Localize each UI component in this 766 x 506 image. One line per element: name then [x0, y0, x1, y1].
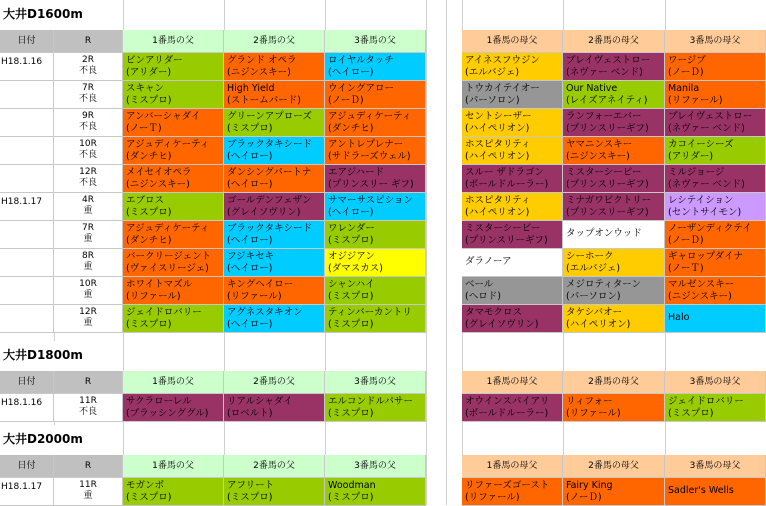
dam-sire-cell[interactable]	[563, 53, 665, 81]
race-number: 10R	[79, 139, 97, 149]
lineage-name: (リファール)	[465, 492, 520, 503]
grid-line	[446, 0, 447, 505]
horse-name: ジェイドロバリー	[668, 396, 744, 407]
race-number: 4R	[82, 195, 94, 205]
race-cell[interactable]	[54, 109, 123, 137]
sire-cell[interactable]	[325, 249, 426, 277]
lineage-name: (ハイペリオン)	[566, 319, 631, 330]
sire-cell[interactable]	[325, 53, 426, 81]
lineage-name: (リファール)	[227, 291, 282, 302]
header-sire: 3番馬の父	[325, 30, 426, 53]
dam-sire-cell[interactable]	[462, 249, 563, 277]
dam-sire-cell[interactable]	[665, 165, 766, 193]
dam-sire-cell[interactable]	[665, 249, 766, 277]
sire-cell[interactable]	[325, 305, 426, 333]
race-number: 10R	[79, 279, 97, 289]
section-title: 大井D2000m	[0, 425, 123, 455]
lineage-name: (グレイソヴリン)	[465, 319, 539, 330]
sire-cell[interactable]	[325, 478, 426, 506]
header-dam-sire: 1番馬の母父	[462, 371, 563, 394]
horse-name: ジェイドロバリー	[126, 307, 202, 318]
header-sire: 2番馬の父	[224, 30, 325, 53]
header-dam-sire: 2番馬の母父	[563, 455, 665, 478]
header-sire: 2番馬の父	[224, 371, 325, 394]
track-condition: 不良	[78, 407, 97, 417]
date-cell[interactable]	[0, 109, 54, 137]
header-race: R	[54, 371, 123, 394]
lineage-name: (パーソロン)	[566, 291, 621, 302]
horse-name: トウカイテイオー	[465, 83, 540, 94]
lineage-name: (ボールドルーラー)	[465, 179, 549, 190]
sire-cell[interactable]	[325, 81, 426, 109]
sire-cell[interactable]	[123, 109, 224, 137]
date-cell[interactable]: H18.1.17	[0, 193, 54, 221]
lineage-name: (グレイソヴリン)	[227, 207, 301, 218]
dam-sire-cell[interactable]	[462, 478, 563, 506]
lineage-name: (ダンチヒ)	[126, 151, 172, 162]
dam-sire-cell[interactable]	[563, 137, 665, 165]
horse-name: アジュディケーティ	[126, 223, 210, 234]
header-dam-sire: 1番馬の母父	[462, 455, 563, 478]
track-condition: 不良	[78, 122, 97, 132]
lineage-name: (プリンスリーギフ)	[566, 207, 649, 218]
lineage-name: (ミスプロ)	[126, 95, 172, 106]
horse-name: ギャロップダイナ	[668, 251, 743, 262]
lineage-name: (ミスプロ)	[126, 319, 172, 330]
track-condition: 重	[83, 290, 93, 300]
horse-name: ランフォーエバー	[566, 111, 642, 122]
lineage-name: (ノーＤ)	[566, 492, 602, 503]
lineage-name: (プリンスリーギフ)	[566, 179, 649, 190]
header-sire: 1番馬の父	[123, 30, 224, 53]
race-cell[interactable]	[54, 193, 123, 221]
lineage-name: (ミスプロ)	[227, 492, 273, 503]
sire-cell[interactable]	[325, 394, 426, 422]
dam-sire-cell[interactable]	[462, 305, 563, 333]
sire-cell[interactable]	[224, 305, 325, 333]
horse-name: カコイーシーズ	[668, 139, 734, 150]
horse-name: ブラックタキシード	[227, 223, 313, 234]
lineage-name: (ミスプロ)	[328, 319, 374, 330]
sire-cell[interactable]	[224, 165, 325, 193]
dam-sire-cell[interactable]	[665, 478, 766, 506]
lineage-name: (ハイペリオン)	[465, 207, 530, 218]
dam-sire-cell[interactable]	[665, 193, 766, 221]
horse-name: ホスピタリティ	[465, 195, 531, 206]
race-number: 7R	[82, 83, 94, 93]
lineage-name: (ブラッシンググル)	[126, 408, 209, 419]
date-cell[interactable]	[0, 249, 54, 277]
lineage-name: (ネヴァー ベンド)	[668, 179, 745, 190]
sire-cell[interactable]	[224, 394, 325, 422]
dam-sire-cell[interactable]	[665, 277, 766, 305]
dam-sire-cell[interactable]	[462, 81, 563, 109]
sire-cell[interactable]	[123, 193, 224, 221]
dam-sire-cell[interactable]	[665, 137, 766, 165]
lineage-name: (ヴァイスリージェ)	[126, 263, 209, 274]
dam-sire-cell[interactable]	[665, 109, 766, 137]
horse-name: アグネスタキオン	[227, 307, 303, 318]
dam-sire-cell[interactable]	[462, 53, 563, 81]
sire-cell[interactable]	[123, 478, 224, 506]
dam-sire-cell[interactable]	[563, 165, 665, 193]
lineage-name: (ニジンスキー)	[566, 151, 630, 162]
header-dam-sire: 3番馬の母父	[665, 371, 766, 394]
lineage-name: (ダマスカス)	[328, 263, 383, 274]
horse-name: ロイヤルタッチ	[328, 55, 394, 66]
lineage-name: (ダンチヒ)	[328, 123, 374, 134]
sire-cell[interactable]	[325, 221, 426, 249]
lineage-name: (ミスプロ)	[126, 492, 172, 503]
race-cell[interactable]	[54, 137, 123, 165]
lineage-name: (ヘイロー)	[227, 319, 273, 330]
horse-name: スキャン	[126, 83, 165, 94]
sire-cell[interactable]	[123, 277, 224, 305]
date-cell[interactable]: H18.1.16	[0, 53, 54, 81]
horse-name: レシテイション	[668, 195, 734, 206]
lineage-name: (ダンチヒ)	[126, 235, 172, 246]
track-condition: 重	[83, 262, 93, 272]
horse-name: オウインスパイアリ	[465, 396, 550, 407]
dam-sire-cell[interactable]	[563, 277, 665, 305]
sire-cell[interactable]	[325, 137, 426, 165]
dam-sire-cell[interactable]	[563, 249, 665, 277]
lineage-name: (ミスプロ)	[328, 408, 374, 419]
sire-cell[interactable]	[224, 249, 325, 277]
dam-sire-cell[interactable]	[462, 193, 563, 221]
lineage-name: (ニジンスキー)	[668, 291, 732, 302]
track-condition: 重	[83, 318, 93, 328]
dam-sire-cell[interactable]	[665, 394, 766, 422]
section-title: 大井D1800m	[0, 341, 123, 371]
horse-name: Woodman	[328, 480, 376, 491]
lineage-name: (ノーＴ)	[668, 263, 704, 274]
lineage-name: (ヘロド)	[465, 291, 501, 302]
header-race: R	[54, 30, 123, 53]
sire-cell[interactable]	[325, 193, 426, 221]
horse-name: グリーンアプローズ	[227, 111, 312, 122]
horse-name: シーホーク	[566, 251, 614, 262]
dam-sire-cell[interactable]	[462, 394, 563, 422]
race-cell[interactable]	[54, 394, 123, 422]
sire-cell[interactable]	[224, 109, 325, 137]
dam-sire-cell[interactable]	[563, 81, 665, 109]
lineage-name: (ミスプロ)	[328, 291, 374, 302]
race-cell[interactable]	[54, 277, 123, 305]
horse-name: Our Native	[566, 83, 618, 94]
horse-name: サクラローレル	[126, 396, 192, 407]
section-title: 大井D1600m	[0, 0, 123, 30]
header-dam-sire: 2番馬の母父	[563, 30, 665, 53]
header-date: 日付	[0, 30, 54, 53]
horse-name: タマモクロス	[465, 307, 523, 318]
dam-sire-cell[interactable]	[462, 221, 563, 249]
lineage-name: (サドラーズウェル)	[328, 151, 411, 162]
horse-name: オジジアン	[328, 251, 375, 262]
track-condition: 不良	[78, 150, 97, 160]
track-condition: 不良	[78, 66, 97, 76]
header-date: 日付	[0, 455, 54, 478]
lineage-name: (アリダー)	[668, 151, 714, 162]
lineage-name: (ノーＤ)	[668, 67, 704, 78]
lineage-name: (ネヴァー ベンド)	[566, 67, 643, 78]
horse-name: Halo	[668, 312, 690, 323]
horse-name: ワージブ	[668, 55, 706, 66]
horse-name: ホワイトマズル	[126, 279, 193, 290]
horse-name: High Yield	[227, 83, 275, 94]
track-condition: 重	[83, 234, 93, 244]
lineage-name: (セントサイモン)	[668, 207, 742, 218]
lineage-name: (ノーＤ)	[328, 95, 364, 106]
sire-cell[interactable]	[325, 109, 426, 137]
lineage-name: (ヘイロー)	[227, 235, 273, 246]
race-number: 9R	[82, 111, 94, 121]
horse-name: ゴールデンフェザン	[227, 195, 312, 206]
sire-cell[interactable]	[224, 277, 325, 305]
horse-name: ミナガワビクトリー	[566, 195, 652, 206]
header-dam-sire: 3番馬の母父	[665, 455, 766, 478]
lineage-name: (リファール)	[668, 95, 723, 106]
sire-cell[interactable]	[123, 81, 224, 109]
date-cell[interactable]	[0, 277, 54, 305]
header-date: 日付	[0, 371, 54, 394]
dam-sire-cell[interactable]	[563, 394, 665, 422]
lineage-name: (リファール)	[126, 291, 181, 302]
sire-cell[interactable]	[123, 305, 224, 333]
lineage-name: (エルバジェ)	[465, 67, 520, 78]
lineage-name: (ハイペリオン)	[465, 151, 530, 162]
lineage-name: (ニジンスキー)	[126, 179, 190, 190]
horse-name: サマーサスピション	[328, 195, 413, 206]
horse-name: ウイングアロー	[328, 83, 395, 94]
lineage-name: (エルバジェ)	[566, 263, 621, 274]
sire-cell[interactable]	[123, 165, 224, 193]
lineage-name: (ミスプロ)	[227, 123, 273, 134]
horse-name: リィフォー	[566, 396, 613, 407]
sire-cell[interactable]	[123, 137, 224, 165]
lineage-name: (ハイペリオン)	[465, 123, 530, 134]
date-cell[interactable]	[0, 165, 54, 193]
dam-sire-cell[interactable]	[563, 478, 665, 506]
horse-name: ミルジョージ	[668, 167, 725, 178]
header-dam-sire: 1番馬の母父	[462, 30, 563, 53]
horse-name: ビンアリダー	[126, 55, 183, 66]
horse-name: アジュディケーティ	[126, 139, 210, 150]
lineage-name: (ボールドルーラー)	[465, 408, 549, 419]
lineage-name: (ノーＴ)	[126, 123, 162, 134]
lineage-name: (ミスプロ)	[328, 492, 374, 503]
sire-cell[interactable]	[224, 53, 325, 81]
horse-name: アフリート	[227, 480, 275, 491]
horse-name: スルー ザドラゴン	[465, 167, 545, 178]
race-number: 2R	[82, 55, 94, 65]
lineage-name: (ニジンスキー)	[227, 67, 291, 78]
horse-name: モガンボ	[126, 480, 165, 491]
horse-name: リファーズゴースト	[465, 480, 550, 491]
lineage-name: (ヘイロー)	[227, 179, 273, 190]
sire-cell[interactable]	[224, 193, 325, 221]
lineage-name: (ミスプロ)	[328, 235, 374, 246]
header-sire: 2番馬の父	[224, 455, 325, 478]
race-number: 7R	[82, 223, 94, 233]
lineage-name: (ネヴァー ベンド)	[668, 123, 745, 134]
lineage-name: (ヘイロー)	[227, 263, 273, 274]
horse-name: アジュディケーティ	[328, 111, 412, 122]
lineage-name: (プリンスリーギフ)	[465, 235, 548, 246]
horse-name: エルコンドルパサー	[328, 396, 413, 407]
horse-name: アントレプレナー	[328, 139, 404, 150]
horse-name: リアルシャダイ	[227, 396, 293, 407]
horse-name: マルゼンスキー	[668, 279, 735, 290]
horse-name: フジキセキ	[227, 251, 275, 262]
horse-name: Sadler's Wells	[668, 485, 734, 496]
grid-line	[426, 0, 427, 505]
lineage-name: (ヘイロー)	[328, 207, 374, 218]
lineage-name: (ミスプロ)	[126, 207, 172, 218]
race-cell[interactable]	[54, 81, 123, 109]
horse-name: Fairy King	[566, 480, 613, 491]
horse-name: ブレイヴェストロー	[668, 111, 753, 122]
header-sire: 3番馬の父	[325, 455, 426, 478]
race-number: 12R	[79, 167, 97, 177]
track-condition: 重	[83, 206, 93, 216]
horse-name: Manila	[668, 83, 700, 94]
date-cell[interactable]	[0, 81, 54, 109]
horse-name: ホスピタリティ	[465, 139, 531, 150]
horse-name: ダラノーア	[465, 256, 512, 267]
horse-name: ヤマニンスキー	[566, 139, 633, 150]
lineage-name: (ヘイロー)	[227, 151, 273, 162]
horse-name: ブラックタキシード	[227, 139, 313, 150]
lineage-name: (ヘイロー)	[328, 67, 374, 78]
header-sire: 1番馬の父	[123, 371, 224, 394]
dam-sire-cell[interactable]	[665, 53, 766, 81]
horse-name: ティンバーカントリ	[328, 307, 412, 318]
horse-name: ノーザンディクテイ	[668, 223, 752, 234]
lineage-name: (ストームバード)	[227, 95, 301, 106]
horse-name: ワレンダー	[328, 223, 375, 234]
horse-name: セントシーザー	[465, 111, 532, 122]
lineage-name: (ミスプロ)	[668, 408, 714, 419]
lineage-name: (リファール)	[566, 408, 621, 419]
track-condition: 不良	[78, 178, 97, 188]
horse-name: メイセイオペラ	[126, 167, 192, 178]
horse-name: タケシバオー	[566, 307, 623, 318]
date-cell[interactable]: H18.1.17	[0, 478, 54, 506]
date-cell[interactable]: H18.1.16	[0, 394, 54, 422]
race-number: 8R	[82, 251, 94, 261]
race-number: 11R	[79, 396, 97, 406]
race-cell[interactable]	[54, 165, 123, 193]
lineage-name: (レイズアネイティ)	[566, 95, 648, 106]
dam-sire-cell[interactable]	[563, 193, 665, 221]
horse-name: エブロス	[126, 195, 165, 206]
race-cell[interactable]	[54, 53, 123, 81]
date-cell[interactable]	[0, 221, 54, 249]
horse-name: ミスターシービー	[465, 223, 541, 234]
sire-cell[interactable]	[325, 277, 426, 305]
horse-name: エアジハード	[328, 167, 384, 178]
race-cell[interactable]	[54, 249, 123, 277]
sire-cell[interactable]	[123, 221, 224, 249]
horse-name: キングヘイロー	[227, 279, 294, 290]
sire-cell[interactable]	[224, 478, 325, 506]
track-condition: 不良	[78, 94, 97, 104]
track-condition: 重	[83, 491, 93, 501]
dam-sire-cell[interactable]	[563, 109, 665, 137]
horse-name: メジロティターン	[566, 279, 642, 290]
dam-sire-cell[interactable]	[665, 305, 766, 333]
horse-name: シャンハイ	[328, 279, 375, 290]
race-number: 12R	[79, 307, 97, 317]
sire-cell[interactable]	[123, 394, 224, 422]
horse-name: ミスターシービー	[566, 167, 642, 178]
horse-name: アンバーシャダイ	[126, 111, 201, 122]
dam-sire-cell[interactable]	[665, 81, 766, 109]
lineage-name: (ノーＤ)	[668, 235, 704, 246]
lineage-name: (アリダー)	[126, 67, 172, 78]
header-sire: 1番馬の父	[123, 455, 224, 478]
header-dam-sire: 3番馬の母父	[665, 30, 766, 53]
dam-sire-cell[interactable]	[563, 221, 665, 249]
sire-cell[interactable]	[123, 249, 224, 277]
date-cell[interactable]	[0, 137, 54, 165]
sire-cell[interactable]	[325, 165, 426, 193]
date-cell[interactable]	[0, 305, 54, 333]
race-cell[interactable]	[54, 305, 123, 333]
horse-name: ブレイヴェストロー	[566, 55, 651, 66]
dam-sire-cell[interactable]	[665, 221, 766, 249]
race-cell[interactable]	[54, 478, 123, 506]
header-dam-sire: 2番馬の母父	[563, 371, 665, 394]
lineage-name: (ロベルト)	[227, 408, 273, 419]
lineage-name: (プリンスリーギフ)	[566, 123, 649, 134]
dam-sire-cell[interactable]	[462, 277, 563, 305]
dam-sire-cell[interactable]	[462, 137, 563, 165]
horse-name: グランド オペラ	[227, 55, 297, 66]
sire-cell[interactable]	[224, 137, 325, 165]
race-cell[interactable]	[54, 221, 123, 249]
race-number: 11R	[79, 480, 97, 490]
dam-sire-cell[interactable]	[462, 165, 563, 193]
horse-name: ベール	[465, 279, 494, 290]
sire-cell[interactable]	[123, 53, 224, 81]
dam-sire-cell[interactable]	[563, 305, 665, 333]
sire-cell[interactable]	[224, 221, 325, 249]
horse-name: バークリージェント	[126, 251, 212, 262]
sire-cell[interactable]	[224, 81, 325, 109]
horse-name: アイネスフウジン	[465, 55, 540, 66]
header-race: R	[54, 455, 123, 478]
lineage-name: (パーソロン)	[465, 95, 520, 106]
horse-name: タップオンウッド	[566, 228, 642, 239]
horse-name: ダンシングパートナ	[227, 167, 312, 178]
header-sire: 3番馬の父	[325, 371, 426, 394]
lineage-name: (プリンスリー ギフ)	[328, 179, 414, 190]
dam-sire-cell[interactable]	[462, 109, 563, 137]
